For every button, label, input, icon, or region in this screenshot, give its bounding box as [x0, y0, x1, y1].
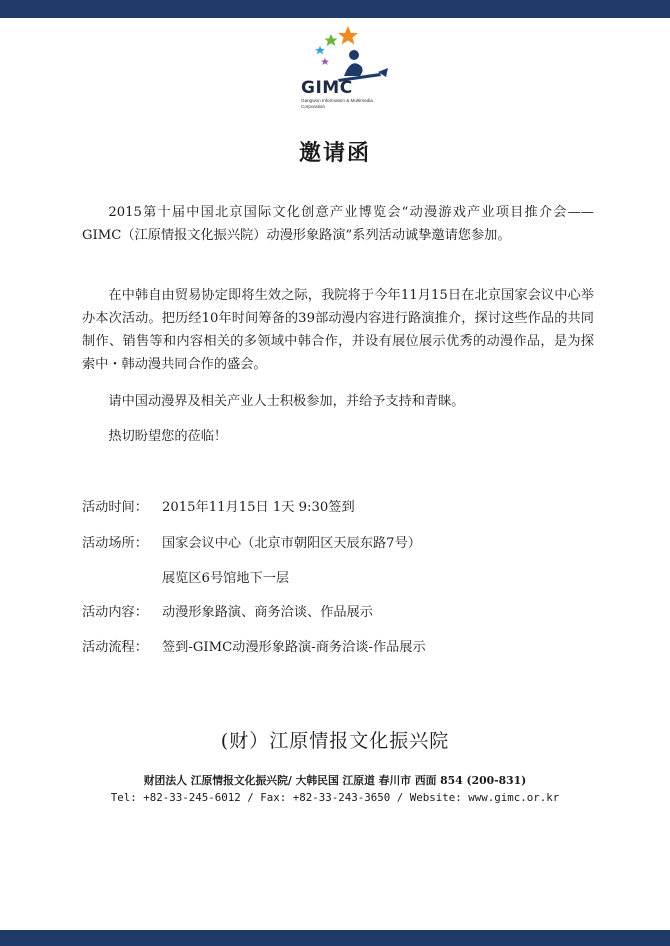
info-content: [82, 601, 373, 620]
venue-label: 活动场所：: [82, 536, 148, 551]
green-star-icon: [325, 34, 338, 46]
info-venue-detail: 展览区6号馆地下一层: [162, 571, 290, 586]
footer-contact: Tel: +82-33-245-6012 / Fax: +82-33-243-3650 / Website: www.gimc.or.kr: [110, 791, 560, 804]
logo-wordmark: GIMC: [301, 78, 353, 98]
organization-name: (财）江原情报文化振兴院: [220, 730, 450, 752]
venue-value: 国家会议中心（北京市朝阳区天辰东路7号）: [162, 536, 421, 551]
paragraph-call: 请中国动漫界及相关产业人士积极参加，并给予支持和青睐。: [108, 394, 465, 409]
blue-star-icon: [315, 46, 325, 54]
time-label: 活动时间：: [82, 500, 148, 515]
orange-star-icon: [338, 26, 358, 45]
time-value: 2015年11月15日 1天 9:30签到: [162, 500, 355, 515]
bottom-bar: [0, 930, 670, 946]
logo-subtitle: Gangwon Information & Multimedia Corporation: [301, 98, 373, 109]
info-time: [82, 496, 355, 515]
content-value: 动漫形象路演、商务洽谈、作品展示: [162, 605, 373, 620]
top-bar: [0, 0, 670, 18]
paragraph-invitation: 2015第十届中国北京国际文化创意产业博览会“动漫游戏产业项目推介会—— GIMC（江原情报文化振兴院）动漫形象路演”系列活动诚挚邀请您参加。: [82, 205, 594, 243]
flow-label: 活动流程：: [82, 640, 148, 655]
page-title: 邀请函: [298, 140, 371, 166]
flow-value: 签到-GIMC动漫形象路演-商务洽谈-作品展示: [162, 640, 426, 655]
footer-address: 财团法人 江原情报文化振兴院/ 大韩民国 江原道 春川市 西面 854 (200-831): [143, 774, 527, 787]
info-flow: [82, 636, 426, 655]
info-venue: [82, 532, 421, 551]
content-label: 活动内容：: [82, 605, 148, 620]
paragraph-background: 在中韩自由贸易协定即将生效之际，我院将于今年11月15日在北京国家会议中心举办本次活动。把历经10年时间筹备的39部动漫内容进行路演推介，探讨这些作品的共同制作、销售等和内容相关的多领域中韩合作，并设有展位展示优秀的动漫作品，是为探索中・韩动漫共同合作的盛会。: [82, 288, 594, 372]
purple-star-icon: [321, 58, 329, 65]
paragraph-closing: 热切盼望您的莅临！: [108, 429, 228, 444]
